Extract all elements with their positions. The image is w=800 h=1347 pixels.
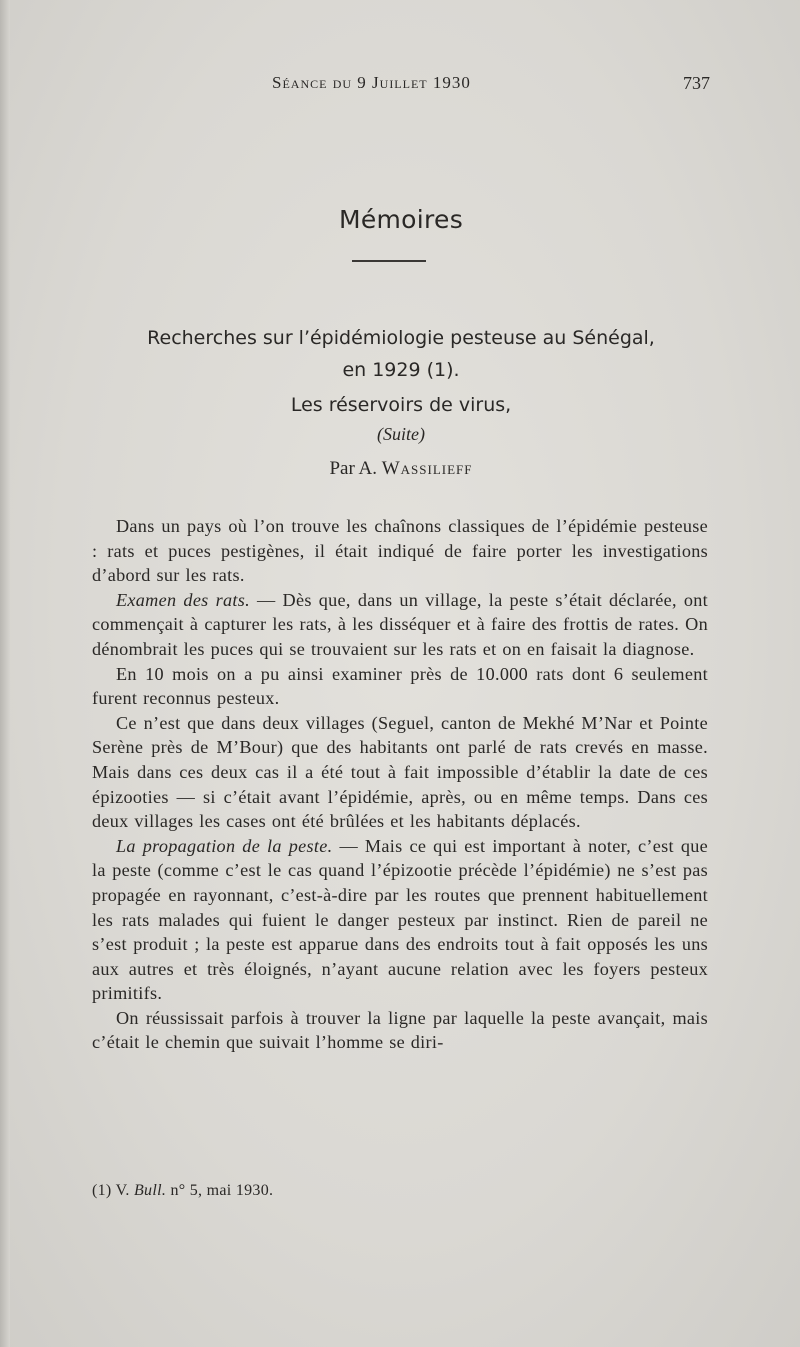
article-subtitle: Les réservoirs de virus, <box>290 394 512 416</box>
paragraph-text: Ce n’est que dans deux villages (Seguel, canton de Mekhé M’Nar et Pointe Serène près de M’Bour) que des habitants ont parlé de rats crevés en masse. Mais dans ces deux cas il a été tout à fait impossible d’établir la date de ces épizooties — si c’était avant l’épidémie, après, ou en même temps. Dans ces deux villages les cases ont été brûlées et les habitants déplacés. <box>92 712 708 832</box>
paragraph <box>92 662 708 711</box>
footnote <box>92 1182 710 1200</box>
paragraph <box>92 711 708 834</box>
author-name: Wassilieff <box>381 458 473 479</box>
footnote-rest: n° 5, mai 1930. <box>166 1182 274 1199</box>
paragraph-text: En 10 mois on a pu ainsi examiner près de 10.000 rats dont 6 seulement furent reconnus pesteux. <box>92 663 708 709</box>
footnote-journal: Bull. <box>133 1182 167 1199</box>
paragraph-text: On réussissait parfois à trouver la ligne par laquelle la peste avançait, mais c’était le chemin que suivait l’homme se diri- <box>92 1007 708 1053</box>
section-title: Mémoires <box>338 205 464 234</box>
paragraph-text: — Mais ce qui est important à noter, c’est que la peste (comme c’est le cas quand l’épizootie précède l’épidémie) ne s’est pas propagée en rayonnant, c’est-à-dire par les routes que prennent habituellement les rats malades qui fuient le danger pesteux par instinct. Rien de pareil ne s’est produit ; la peste est apparue dans des endroits tout à fait opposés les uns aux autres et très éloignés, n’ayant aucune relation avec les foyers pesteux primitifs. <box>92 835 709 1004</box>
byline-prefix: Par A. <box>329 458 382 479</box>
article-title-line-2: en 1929 (1). <box>342 359 460 381</box>
running-header <box>92 73 710 99</box>
paragraph-text: Dans un pays où l’on trouve les chaînons classiques de l’épidémie pesteuse : rats et puces pestigènes, il était indiqué de faire porter les investigations d’abord sur les rats. <box>92 516 708 586</box>
paragraph-lead: La propagation de la peste. <box>116 835 333 856</box>
paragraph-lead: Examen des rats. <box>116 589 250 610</box>
body-text <box>92 514 708 1055</box>
paragraph <box>92 834 708 1006</box>
article-title <box>92 322 710 386</box>
continued-label: (Suite) <box>377 424 425 444</box>
section-rule <box>352 260 426 262</box>
paragraph-text: — Dès que, dans un village, la peste s’était déclarée, ont commençait à capturer les rats, à les disséquer et à faire des frottis de rates. On dénombrait les puces qui se trouvaient sur les rats et on en faisait la diagnose. <box>92 589 708 659</box>
running-title: Séance du 9 Juillet 1930 <box>272 73 471 92</box>
page-number: 737 <box>683 73 710 93</box>
paragraph <box>92 1006 708 1055</box>
page-edge-shadow <box>0 0 10 1347</box>
paragraph <box>92 588 708 662</box>
byline <box>92 458 710 480</box>
paragraph <box>92 514 708 588</box>
footnote-prefix: (1) V. <box>92 1182 134 1199</box>
article-title-line-1: Recherches sur l’épidémiologie pesteuse au Sénégal, <box>147 327 655 349</box>
